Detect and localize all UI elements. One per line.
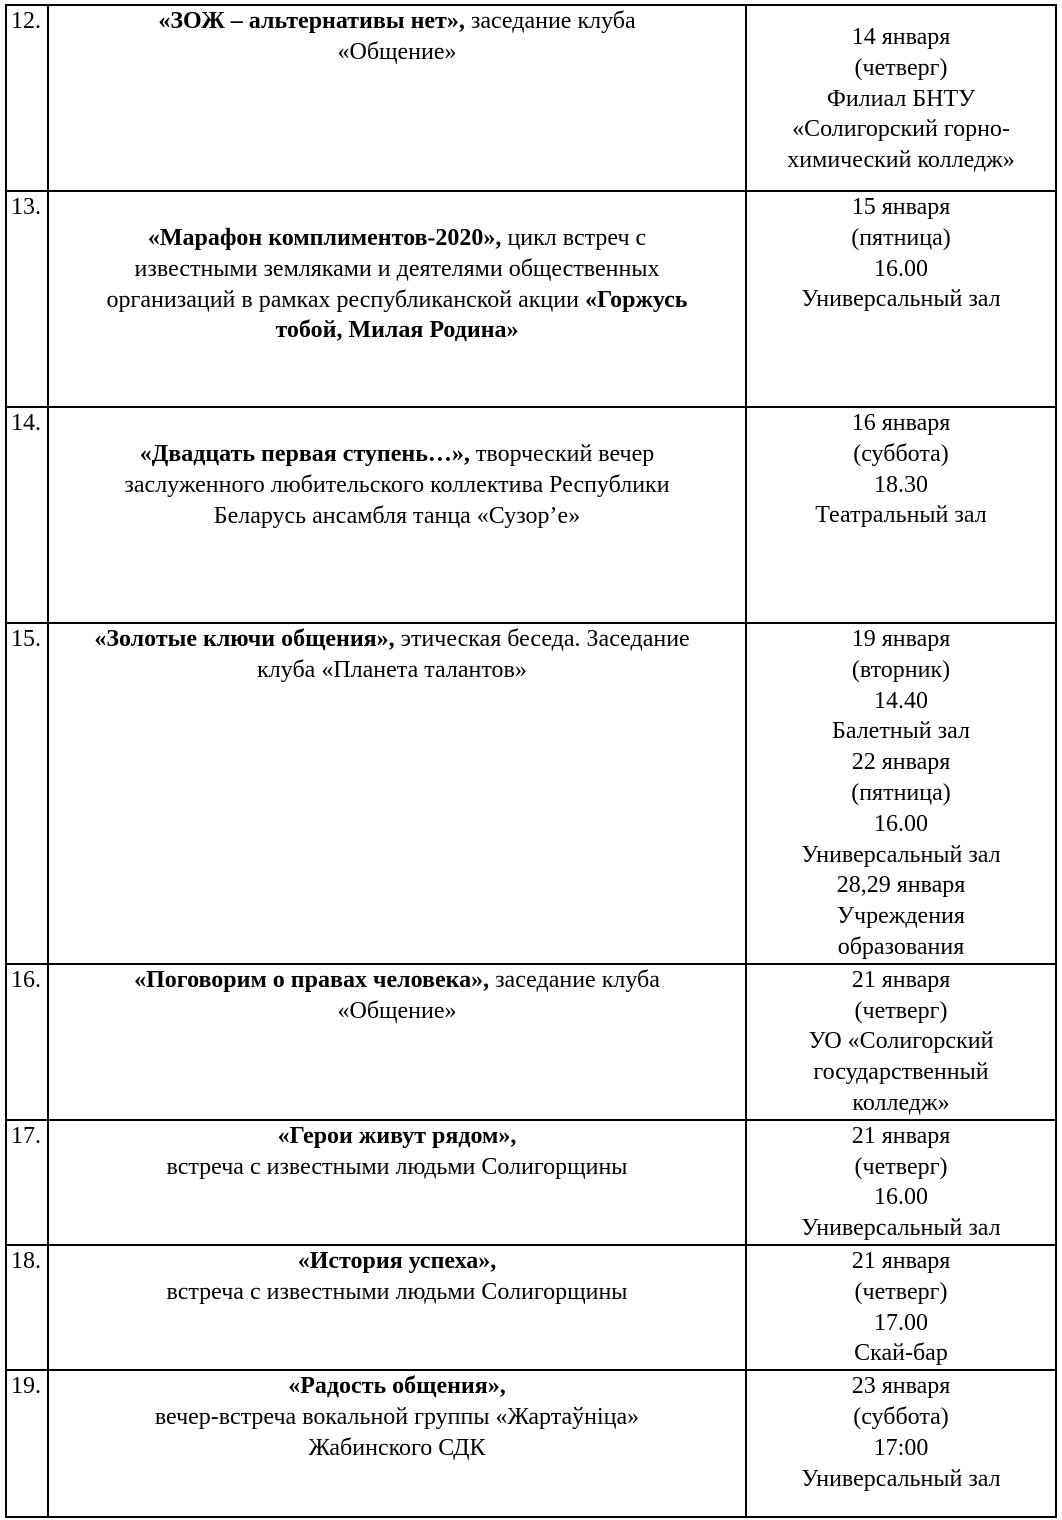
- table-row: [6, 1370, 1056, 1517]
- schedule-line: (четверг): [854, 1153, 948, 1180]
- schedule-line: 14 января: [851, 24, 951, 50]
- row-number: 17.: [6, 1120, 48, 1245]
- event-title: «ЗОЖ – альтернативы нет»,: [158, 8, 465, 34]
- table-row: [6, 191, 1056, 407]
- table-row: [6, 5, 1056, 191]
- event-text: встреча с известными людьми Солигорщины: [166, 1153, 628, 1180]
- schedule-line: 28,29 января: [836, 872, 966, 899]
- schedule-line: УО «Солигорский: [808, 1028, 994, 1055]
- event-description: [48, 1120, 746, 1245]
- event-title: «История успеха»,: [297, 1247, 497, 1274]
- event-schedule: [746, 5, 1056, 191]
- schedule-line: 16 января: [851, 410, 951, 436]
- event-description: [48, 964, 746, 1120]
- schedule-line: образования: [837, 933, 965, 960]
- event-text: заседание клуба: [489, 966, 660, 993]
- schedule-line: 21 января: [851, 1122, 951, 1149]
- row-number: 12.: [6, 5, 48, 191]
- schedule-line: «Солигорский горно-: [792, 116, 1010, 143]
- schedule-line: государственный: [813, 1059, 989, 1086]
- schedule-line: Филиал БНТУ: [826, 85, 976, 112]
- event-schedule: [746, 1120, 1056, 1245]
- event-schedule: [746, 623, 1056, 964]
- schedule-line: Театральный зал: [815, 502, 987, 529]
- event-text: «Общение»: [337, 38, 457, 65]
- schedule-line: Балетный зал: [832, 718, 970, 745]
- row-number: 14.: [6, 407, 48, 623]
- event-text: заседание клуба: [464, 8, 636, 34]
- event-description: [48, 5, 746, 191]
- event-schedule: [746, 1245, 1056, 1370]
- schedule-line: 17:00: [873, 1434, 929, 1461]
- event-title: «Поговорим о правах человека»,: [134, 966, 490, 993]
- schedule-line: 16.00: [874, 1184, 928, 1211]
- schedule-line: 16.00: [874, 810, 928, 837]
- event-schedule: [746, 407, 1056, 623]
- event-schedule: [746, 964, 1056, 1120]
- schedule-line: Универсальный зал: [801, 841, 1001, 868]
- schedule-line: (пятница): [851, 779, 951, 806]
- event-description: [48, 1245, 746, 1370]
- event-title: «Герои живут рядом»,: [277, 1122, 517, 1149]
- row-number: 16.: [6, 964, 48, 1120]
- schedule-line: (суббота): [853, 440, 949, 467]
- table-row: [6, 964, 1056, 1120]
- schedule-line: 22 января: [851, 749, 951, 776]
- schedule-line: Универсальный зал: [801, 1215, 1001, 1242]
- table-row: [6, 1245, 1056, 1370]
- schedule-line: 15 января: [851, 194, 951, 220]
- table-row: [6, 1120, 1056, 1245]
- table-row: [6, 407, 1056, 623]
- event-text: этическая беседа. Заседание: [394, 626, 690, 652]
- schedule-line: Скай-бар: [854, 1340, 948, 1367]
- schedule-line: 17.00: [874, 1309, 928, 1336]
- event-title: «Золотые ключи общения»,: [94, 626, 395, 652]
- event-description: [48, 1370, 746, 1517]
- event-text: цикл встреч с: [501, 225, 647, 251]
- event-schedule: [746, 191, 1056, 407]
- event-text: заслуженного любительского коллектива Республики: [124, 471, 670, 498]
- schedule-line: 21 января: [851, 1247, 951, 1274]
- event-description: [48, 407, 746, 623]
- row-number: 13.: [6, 191, 48, 407]
- event-text: встреча с известными людьми Солигорщины: [166, 1278, 628, 1305]
- schedule-line: 23 января: [851, 1373, 951, 1400]
- event-text: Жабинского СДК: [308, 1434, 486, 1461]
- event-title: «Радость общения»,: [288, 1373, 506, 1400]
- schedule-line: Универсальный зал: [801, 286, 1001, 313]
- schedule-line: колледж»: [852, 1089, 950, 1116]
- event-text: вечер-встреча вокальной группы «Жартаўніца»: [154, 1403, 640, 1430]
- event-title-secondary: «Горжусь: [584, 286, 688, 313]
- event-title: «Двадцать первая ступень…»,: [139, 441, 470, 467]
- event-text: Беларусь ансамбля танца «Сузор’е»: [213, 502, 581, 529]
- schedule-line: 19 января: [851, 626, 951, 652]
- row-number: 15.: [6, 623, 48, 964]
- schedule-line: (четверг): [854, 1278, 948, 1305]
- schedule-line: (пятница): [851, 224, 951, 251]
- event-text: «Общение»: [337, 997, 457, 1024]
- schedule-line: (суббота): [853, 1403, 949, 1430]
- schedule-line: Универсальный зал: [801, 1465, 1001, 1492]
- event-schedule: [746, 1370, 1056, 1517]
- schedule-line: (четверг): [854, 997, 948, 1024]
- schedule-line: Учреждения: [837, 903, 965, 930]
- schedule-line: 21 января: [851, 966, 951, 993]
- schedule-line: химический колледж»: [787, 147, 1015, 174]
- event-text: организаций в рамках республиканской акции: [106, 286, 585, 313]
- events-table: [5, 4, 1057, 1518]
- table-row: [6, 623, 1056, 964]
- event-description: [48, 191, 746, 407]
- event-title-secondary: тобой, Милая Родина»: [275, 317, 519, 344]
- event-text: клуба «Планета талантов»: [257, 656, 527, 683]
- schedule-line: (четверг): [854, 54, 948, 81]
- row-number: 19.: [6, 1370, 48, 1517]
- schedule-line: 14.40: [874, 687, 928, 714]
- schedule-line: 18.30: [874, 471, 928, 498]
- event-description: [48, 623, 746, 964]
- schedule-line: 16.00: [874, 255, 928, 282]
- event-title: «Марафон комплиментов-2020»,: [147, 225, 502, 251]
- event-text: известными земляками и деятелями общественных: [134, 255, 660, 282]
- row-number: 18.: [6, 1245, 48, 1370]
- event-text: творческий вечер: [469, 441, 655, 467]
- schedule-line: (вторник): [851, 656, 951, 683]
